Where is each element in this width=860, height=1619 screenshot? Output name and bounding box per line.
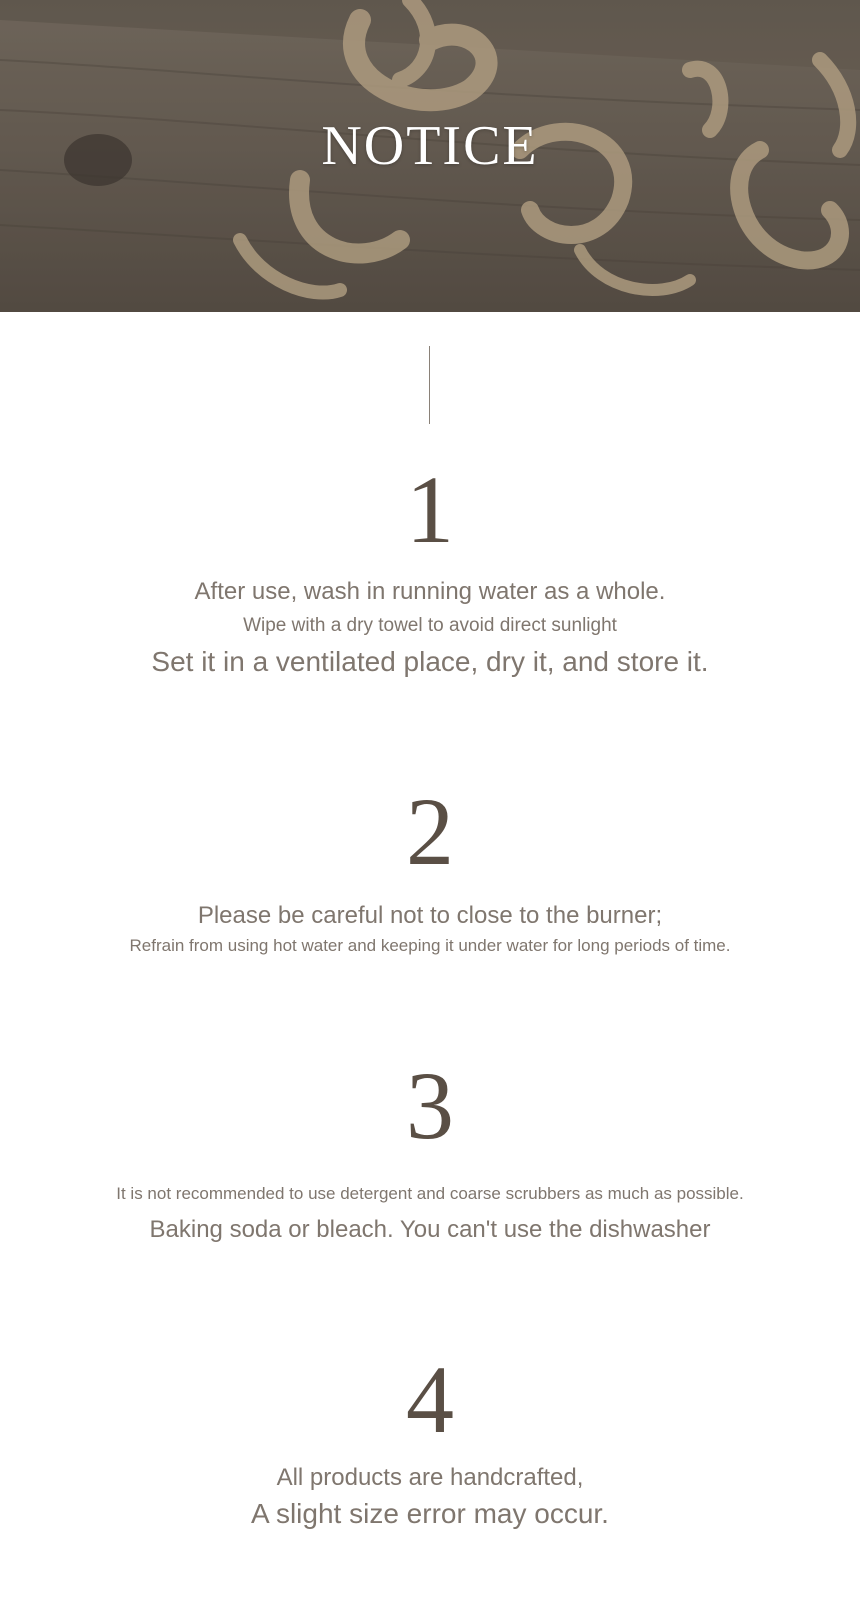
- divider-line: [429, 346, 430, 424]
- notice-2-line-1: Please be careful not to close to the burner;: [197, 902, 663, 929]
- notice-3-line-2: Baking soda or bleach. You can't use the dishwasher: [149, 1216, 711, 1243]
- notice-1-line-2: Wipe with a dry towel to avoid direct sunlight: [243, 615, 617, 636]
- notice-number-1: 1: [406, 456, 454, 563]
- notice-3-line-1: It is not recommended to use detergent and coarse scrubbers as much as possible.: [116, 1184, 744, 1203]
- notice-number-4: 4: [406, 1346, 454, 1453]
- notice-4-line-2: A slight size error may occur.: [251, 1498, 609, 1529]
- notice-number-3: 3: [406, 1052, 454, 1159]
- notice-2-line-2: Refrain from using hot water and keeping it under water for long periods of time.: [129, 936, 731, 955]
- page-title: NOTICE: [321, 115, 539, 177]
- notice-1-line-3: Set it in a ventilated place, dry it, and store it.: [151, 646, 709, 677]
- notice-number-2: 2: [406, 778, 454, 885]
- notice-1-line-1: After use, wash in running water as a whole.: [194, 578, 666, 605]
- notice-4-line-1: All products are handcrafted,: [276, 1464, 584, 1491]
- hero-banner: [0, 0, 860, 312]
